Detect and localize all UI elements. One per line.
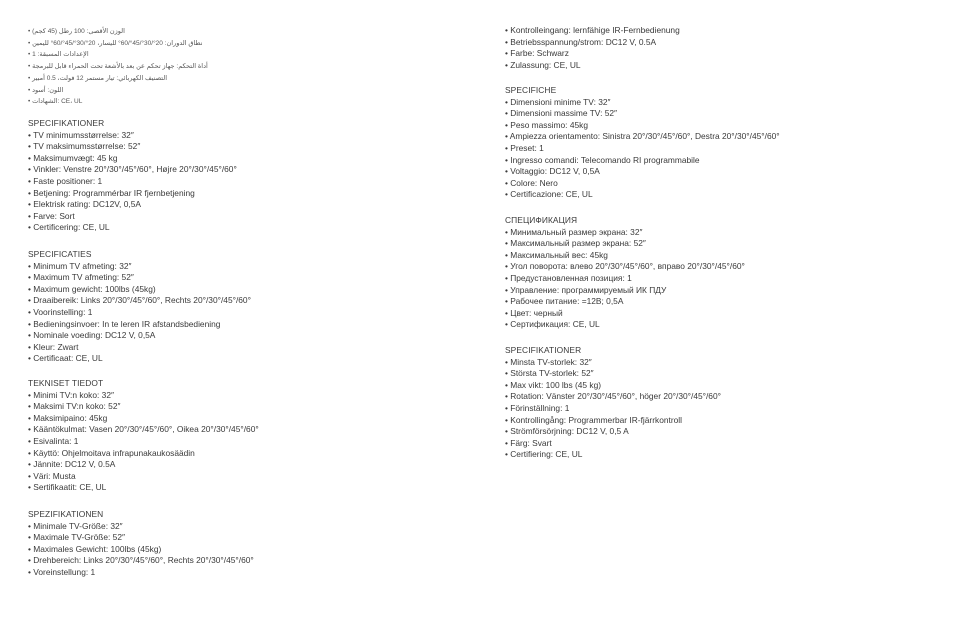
- list-item: • Käyttö: Ohjelmoitava infrapunakaukosäädin: [28, 447, 195, 458]
- list-item: • Faste positioner: 1: [28, 175, 103, 186]
- list-item: • Jännite: DC12 V, 0.5A: [28, 459, 116, 470]
- finnish-spec-section: [28, 378, 259, 494]
- list-item: • Draaibereik: Links 20°/30°/45°/60°, Rechts 20°/30°/45°/60°: [28, 295, 251, 306]
- section-heading: SPECIFICHE: [505, 85, 557, 95]
- list-item: • Рабочее питание: =12В; 0,5А: [505, 296, 624, 307]
- list-item: • Ampiezza orientamento: Sinistra 20°/30°/45°/60°, Destra 20°/30°/45°/60°: [505, 131, 780, 142]
- list-item: • Предустановленная позиция: 1: [505, 272, 632, 283]
- list-item: • Сертификация: CE, UL: [505, 319, 600, 330]
- list-item: • Ingresso comandi: Telecomando RI programmabile: [505, 154, 700, 165]
- list-item: • Betriebsspannung/strom: DC12 V, 0.5A: [505, 36, 657, 47]
- list-item: • Nominale voeding: DC12 V, 0,5A: [28, 330, 156, 341]
- list-item: • Förinställning: 1: [505, 402, 570, 413]
- list-item: • Kontrollingång: Programmerbar IR-fjärrkontroll: [505, 414, 683, 425]
- german-spec-continued: [505, 25, 680, 71]
- danish-spec-section: [28, 118, 237, 234]
- list-item: • Управление: программируемый ИК ПДУ: [505, 284, 667, 295]
- german-spec-section: [28, 509, 254, 579]
- list-item: • Colore: Nero: [505, 177, 558, 188]
- list-item: • Максимальный размер экрана: 52″: [505, 238, 646, 249]
- list-item: • Voreinstellung: 1: [28, 566, 96, 577]
- list-item: • Цвет: черный: [505, 307, 563, 318]
- list-item: • Zulassung: CE, UL: [505, 59, 581, 70]
- list-item: • Certificaat: CE, UL: [28, 353, 103, 364]
- list-item: • الإعدادات المسبقة: 1: [28, 51, 89, 59]
- list-item: • Max vikt: 100 lbs (45 kg): [505, 379, 602, 390]
- list-item: • Минимальный размер экрана: 32″: [505, 226, 643, 237]
- section-heading: SPECIFICATIES: [28, 249, 92, 259]
- list-item: • Esivalinta: 1: [28, 435, 79, 446]
- list-item: • Minimale TV-Größe: 32″: [28, 520, 123, 531]
- list-item: • Betjening: Programmérbar IR fjernbetjening: [28, 187, 195, 198]
- list-item: • Угол поворота: влево 20°/30°/45°/60°, вправо 20°/30°/45°/60°: [505, 261, 745, 272]
- list-item: • Certifiering: CE, UL: [505, 449, 583, 460]
- russian-spec-section: [505, 215, 745, 331]
- list-item: • Minimi TV:n koko: 32″: [28, 389, 114, 400]
- list-item: • أداة التحكم: جهاز تحكم عن بعد بالأشعة تحت الحمراء قابل للبرمجة: [28, 63, 208, 71]
- list-item: • Максимальный вес: 45kg: [505, 249, 608, 260]
- section-heading: СПЕЦИФИКАЦИЯ: [505, 215, 578, 225]
- list-item: • Färg: Svart: [505, 437, 552, 448]
- list-item: • Certificering: CE, UL: [28, 222, 110, 233]
- list-item: • Peso massimo: 45kg: [505, 119, 588, 130]
- list-item: • Drehbereich: Links 20°/30°/45°/60°, Rechts 20°/30°/45°/60°: [28, 555, 254, 566]
- section-heading: SPECIFIKATIONER: [28, 118, 105, 128]
- section-heading: TEKNISET TIEDOT: [28, 378, 104, 388]
- list-item: • Certificazione: CE, UL: [505, 189, 593, 200]
- list-item: • Största TV-storlek: 52″: [505, 368, 594, 379]
- list-item: • Preset: 1: [505, 142, 544, 153]
- section-heading: SPEZIFIKATIONEN: [28, 509, 104, 519]
- arabic-spec-list: [28, 26, 328, 108]
- list-item: • Elektrisk rating: DC12V, 0,5A: [28, 199, 141, 210]
- list-item: • TV maksimumsstørrelse: 52″: [28, 141, 141, 152]
- list-item: • Sertifikaatit: CE, UL: [28, 482, 107, 493]
- list-item: • Maksimi TV:n koko: 52″: [28, 401, 121, 412]
- list-item: • Maximum gewicht: 100lbs (45kg): [28, 283, 156, 294]
- list-item: • Maksimumvægt: 45 kg: [28, 152, 118, 163]
- section-heading: SPECIFIKATIONER: [505, 345, 582, 355]
- list-item: • TV minimumsstørrelse: 32″: [28, 129, 134, 140]
- list-item: • Strömförsörjning: DC12 V, 0,5 A: [505, 426, 629, 437]
- list-item: • Kleur: Zwart: [28, 341, 79, 352]
- list-item: • Farbe: Schwarz: [505, 48, 569, 59]
- list-item: • Minsta TV-storlek: 32″: [505, 356, 592, 367]
- italian-spec-section: [505, 85, 780, 201]
- list-item: • Kääntökulmat: Vasen 20°/30°/45°/60°, Oikea 20°/30°/45°/60°: [28, 424, 259, 435]
- list-item: • Bedieningsinvoer: In te leren IR afstandsbediening: [28, 318, 221, 329]
- list-item: • Voorinstelling: 1: [28, 306, 93, 317]
- list-item: • الشهادات: CE، UL: [28, 98, 83, 106]
- list-item: • Voltaggio: DC12 V, 0,5A: [505, 166, 600, 177]
- list-item: • Vinkler: Venstre 20°/30°/45°/60°, Højre 20°/30°/45°/60°: [28, 164, 237, 175]
- list-item: • Maksimipaino: 45kg: [28, 412, 108, 423]
- list-item: • الوزن الأقصى: 100 رطل (45 كجم): [28, 28, 125, 35]
- list-item: • Rotation: Vänster 20°/30°/45°/60°, höger 20°/30°/45°/60°: [505, 391, 721, 402]
- list-item: • نطاق الدوران: 20°/30°/45°/60° لليسار، 20°/30°/45°/60° لليمين: [28, 39, 203, 47]
- list-item: • Väri: Musta: [28, 470, 76, 481]
- dutch-spec-section: [28, 249, 251, 365]
- swedish-spec-section: [505, 345, 721, 461]
- list-item: • Minimum TV afmeting: 32″: [28, 260, 132, 271]
- list-item: • Maximum TV afmeting: 52″: [28, 272, 134, 283]
- list-item: • التصنيف الكهربائي: تيار مستمر 12 فولت، 0.5 أمبير: [28, 74, 168, 82]
- list-item: • Farve: Sort: [28, 210, 75, 221]
- list-item: • Dimensioni minime TV: 32″: [505, 96, 611, 107]
- list-item: • Maximale TV-Größe: 52″: [28, 532, 125, 543]
- list-item: • Maximales Gewicht: 100lbs (45kg): [28, 543, 162, 554]
- list-item: • Kontrolleingang: lernfähige IR-Fernbedienung: [505, 25, 680, 35]
- list-item: • Dimensioni massime TV: 52″: [505, 108, 618, 119]
- list-item: • اللون: أسود: [28, 86, 64, 94]
